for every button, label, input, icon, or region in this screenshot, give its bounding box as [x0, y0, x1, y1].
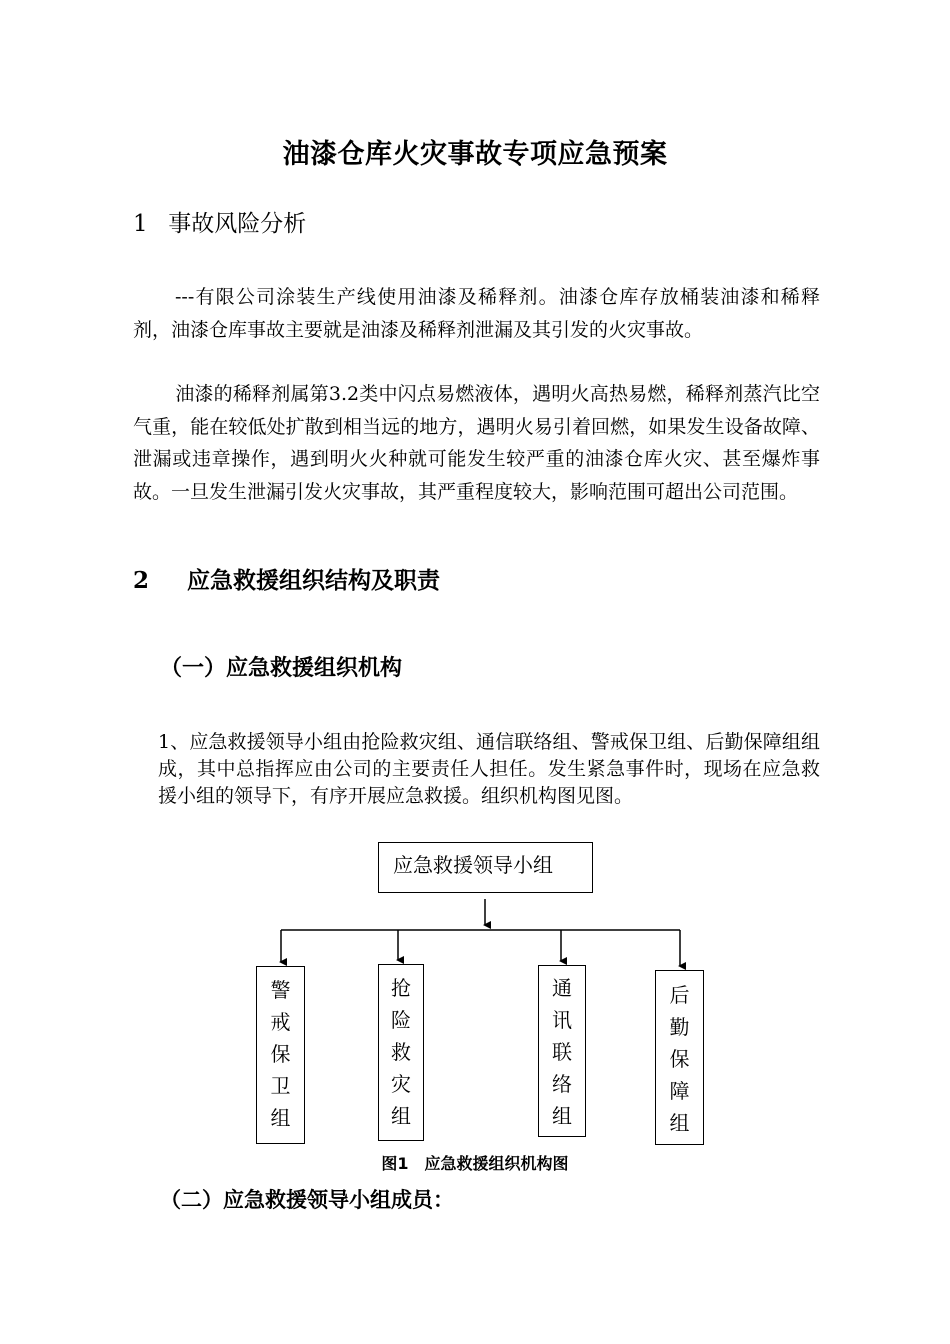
org-structure-paragraph: 1、应急救援领导小组由抢险救灾组、通信联络组、警戒保卫组、后勤保障组组成，其中总指挥应由公司的主要责任人担任。发生紧急事件时，现场在应急救援小组的领导下，有序开展应急救援。组织机构图见图。 — [158, 731, 820, 807]
org-chart-group-1 — [256, 966, 305, 1144]
group-2-char: 组 — [391, 1104, 411, 1128]
org-chart-group-4 — [655, 970, 704, 1145]
section2-title: 应急救援组织结构及职责 — [187, 568, 441, 594]
subsection-members-heading: （二）应急救援领导小组成员： — [160, 1188, 454, 1212]
group-4-char: 保 — [669, 1047, 690, 1071]
group-3-char: 络 — [552, 1072, 572, 1096]
group-4-char: 障 — [669, 1079, 690, 1103]
group-1-char: 警 — [270, 978, 291, 1002]
org-chart-group-2 — [378, 964, 424, 1141]
group-2-char: 灾 — [391, 1072, 411, 1096]
group-3-char: 组 — [552, 1104, 572, 1128]
section1-title: 事故风险分析 — [168, 211, 307, 237]
group-2-char: 抢 — [391, 976, 411, 1000]
group-2-char: 救 — [391, 1040, 411, 1064]
group-3-char: 联 — [552, 1040, 572, 1064]
group-4-char: 后 — [669, 983, 690, 1007]
group-1-char: 保 — [270, 1042, 291, 1066]
org-chart-caption: 图1 应急救援组织机构图 — [381, 1154, 569, 1173]
org-chart-group-3 — [538, 965, 586, 1137]
group-1-char: 卫 — [270, 1074, 291, 1098]
section1-paragraph-1-text: ---有限公司涂装生产线使用油漆及稀释剂。油漆仓库存放桶装油漆和稀释剂，油漆仓库事故主要就是油漆及稀释剂泄漏及其引发的火灾事故。 — [133, 286, 820, 341]
group-4-char: 勤 — [669, 1015, 690, 1039]
group-1-char: 组 — [270, 1106, 291, 1130]
group-1-char: 戒 — [270, 1010, 291, 1034]
document-title: 油漆仓库火灾事故专项应急预案 — [282, 139, 668, 170]
group-3-char: 通 — [552, 976, 572, 1000]
section1-paragraph-2-text: 油漆的稀释剂属第3.2类中闪点易燃液体，遇明火高热易燃，稀释剂蒸汽比空气重，能在较低处扩散到相当远的地方，遇明火易引着回燃，如果发生设备故障、泄漏或违章操作，遇到明火火种就可能发生较严重的油漆仓库火灾、甚至爆炸事故。一旦发生泄漏引发火灾事故，其严重程度较大，影响范围可超出公司范围。 — [133, 383, 820, 503]
org-chart-top-box: 应急救援领导小组 — [378, 842, 593, 893]
group-3-char: 讯 — [552, 1008, 572, 1032]
section1-number: 1 — [133, 211, 148, 237]
group-4-char: 组 — [669, 1111, 690, 1135]
group-2-char: 险 — [391, 1008, 411, 1032]
section2-number: 2 — [133, 567, 150, 594]
subsection-org-structure-heading: （一）应急救援组织机构 — [160, 656, 403, 681]
